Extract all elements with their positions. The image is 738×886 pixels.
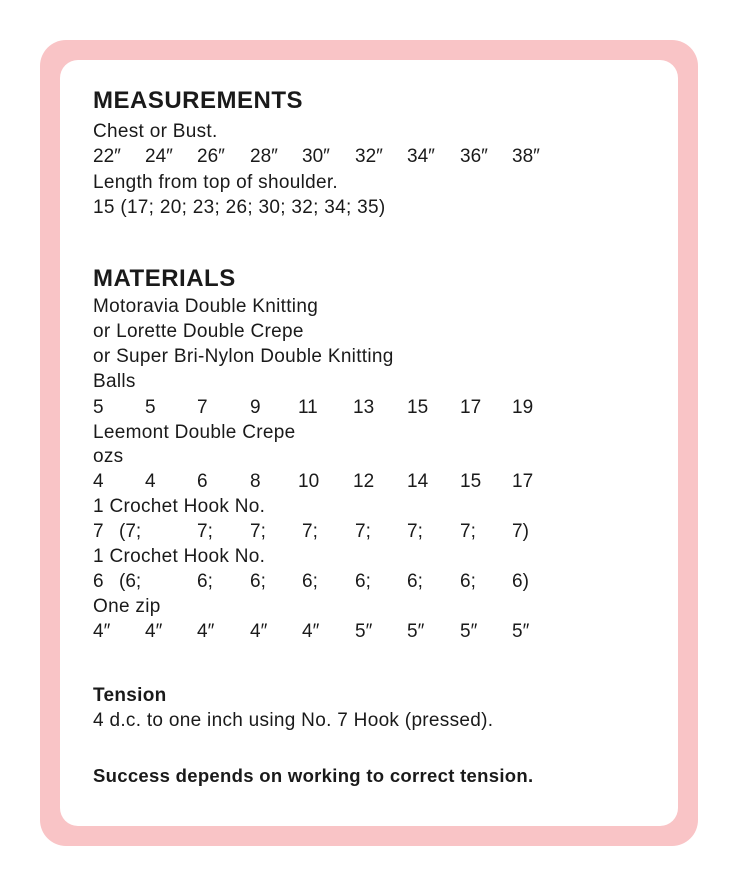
hook2-value: 6;: [302, 571, 318, 592]
hook1-value: 7): [512, 521, 529, 542]
zip-value: 4″: [93, 621, 111, 642]
tension-text: 4 d.c. to one inch using No. 7 Hook (pressed).: [93, 710, 494, 731]
materials-heading: MATERIALS: [93, 265, 236, 292]
balls-row: [93, 398, 553, 422]
yarn-line-3: or Super Bri-Nylon Double Knitting: [93, 346, 394, 367]
ozs-value: 6: [197, 471, 208, 492]
balls-value: 9: [250, 397, 261, 418]
zip-value: 4″: [302, 621, 320, 642]
yarn-line-1: Motoravia Double Knitting: [93, 296, 319, 317]
measurements-heading: MEASUREMENTS: [93, 87, 304, 114]
hook1-value: (7;: [119, 521, 142, 542]
zip-value: 4″: [250, 621, 268, 642]
balls-value: 5: [93, 397, 104, 418]
balls-value: 13: [353, 397, 375, 418]
hook2-value: 6;: [355, 571, 371, 592]
ozs-value: 12: [353, 471, 375, 492]
ozs-value: 10: [298, 471, 320, 492]
hook2-value: 6;: [407, 571, 423, 592]
ozs-value: 15: [460, 471, 482, 492]
ozs-value: 4: [93, 471, 104, 492]
ozs-value: 4: [145, 471, 156, 492]
yarn-line-2: or Lorette Double Crepe: [93, 321, 304, 342]
zip-value: 5″: [407, 621, 425, 642]
hook1-label: 1 Crochet Hook No.: [93, 496, 266, 517]
zip-value: 4″: [197, 621, 215, 642]
length-label: Length from top of shoulder.: [93, 172, 338, 193]
hook1-value: 7: [93, 521, 104, 542]
hook2-value: (6;: [119, 571, 142, 592]
ozs-value: 14: [407, 471, 429, 492]
chest-size: 28″: [250, 146, 278, 167]
balls-value: 15: [407, 397, 429, 418]
hook1-value: 7;: [197, 521, 213, 542]
chest-size: 38″: [512, 146, 540, 167]
hook1-value: 7;: [407, 521, 423, 542]
hook1-value: 7;: [302, 521, 318, 542]
ozs-value: 8: [250, 471, 261, 492]
leemont-label: Leemont Double Crepe: [93, 422, 296, 443]
balls-label: Balls: [93, 371, 136, 392]
ozs-row: [93, 472, 553, 496]
chest-size: 22″: [93, 146, 121, 167]
chest-size: 30″: [302, 146, 330, 167]
chest-size: 36″: [460, 146, 488, 167]
zip-label: One zip: [93, 596, 161, 617]
hook2-value: 6: [93, 571, 104, 592]
hook2-label: 1 Crochet Hook No.: [93, 546, 266, 567]
chest-size: 32″: [355, 146, 383, 167]
hook1-row: [93, 522, 553, 546]
balls-value: 11: [298, 397, 318, 418]
chest-sizes-row: [93, 147, 553, 171]
zip-value: 5″: [460, 621, 478, 642]
zip-row: [93, 622, 553, 646]
balls-value: 5: [145, 397, 156, 418]
tension-note: Success depends on working to correct tension.: [93, 765, 534, 786]
ozs-label: ozs: [93, 446, 124, 467]
zip-value: 5″: [355, 621, 373, 642]
zip-value: 4″: [145, 621, 163, 642]
chest-size: 24″: [145, 146, 173, 167]
hook1-value: 7;: [355, 521, 371, 542]
hook2-value: 6;: [197, 571, 213, 592]
hook2-value: 6;: [250, 571, 266, 592]
chest-label: Chest or Bust.: [93, 121, 218, 142]
hook2-row: [93, 572, 553, 596]
balls-value: 7: [197, 397, 208, 418]
hook2-value: 6;: [460, 571, 476, 592]
hook1-value: 7;: [250, 521, 266, 542]
chest-size: 34″: [407, 146, 435, 167]
chest-size: 26″: [197, 146, 225, 167]
hook1-value: 7;: [460, 521, 476, 542]
length-values: 15 (17; 20; 23; 26; 30; 32; 34; 35): [93, 197, 386, 218]
tension-heading: Tension: [93, 685, 167, 706]
balls-value: 19: [512, 397, 534, 418]
ozs-value: 17: [512, 471, 534, 492]
balls-value: 17: [460, 397, 482, 418]
hook2-value: 6): [512, 571, 529, 592]
zip-value: 5″: [512, 621, 530, 642]
